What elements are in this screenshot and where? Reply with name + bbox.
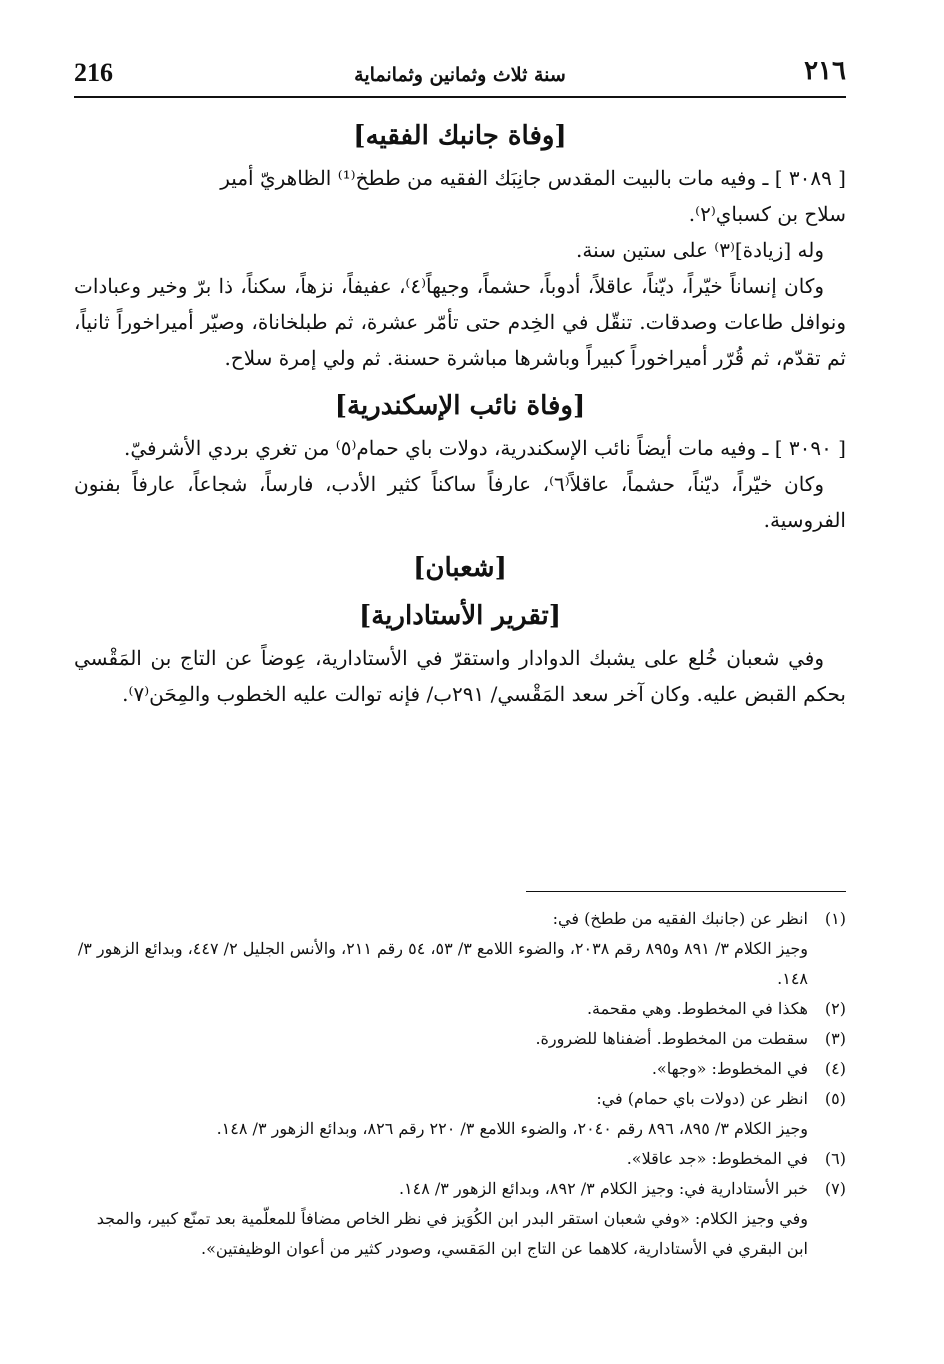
- footnote-text: وفي وجيز الكلام: «وفي شعبان استقر البدر ابن الكُوَيز في نظر الخاص مضافاً للمعلّمية بعد تمنّع كبير، والمجد ابن البقري في الأستادارية، كلاهما عن التاج ابن المَقسي، وصودر كثير من أعوان الوظيفتين».: [96, 1209, 808, 1258]
- footnote-text: خبر الأستادارية في: وجيز الكلام ٣/ ٨٩٢، وبدائع الزهور ٣/ ١٤٨.: [398, 1179, 808, 1198]
- page-header: [74, 52, 846, 98]
- section-heading-2: [وفاة نائب الإسكندرية]: [334, 391, 586, 421]
- paragraph-age: وله [زيادة]⁽٣⁾ على ستين سنة.: [576, 238, 824, 262]
- footnote-text: في المخطوط: «وجها».: [651, 1059, 808, 1078]
- footnote-number: (١): [824, 909, 846, 928]
- footnote-text: انظر عن (دولات باي حمام) في:: [596, 1089, 808, 1108]
- footnotes: [74, 904, 846, 1264]
- footnote-text: انظر عن (جانبك الفقيه من ططخ) في:: [552, 909, 808, 928]
- footnote-item: [74, 1024, 846, 1054]
- footnote-divider: [526, 891, 846, 892]
- footnote-item: [74, 1084, 846, 1144]
- footnote-number: (٥): [824, 1089, 846, 1108]
- footnote-text: سقطت من المخطوط. أضفناها للضرورة.: [535, 1029, 808, 1048]
- footnote-item: [74, 994, 846, 1024]
- section-heading-1: [وفاة جانبك الفقيه]: [353, 121, 567, 151]
- footnote-number: (٣): [824, 1029, 846, 1048]
- footnote-number: (٦): [824, 1149, 846, 1168]
- paragraph-3089-line1: [ ٣٠٨٩ ] ـ وفيه مات بالبيت المقدس جانِبَك الفقيه من ططخ⁽¹⁾ الظاهريّ أمير: [220, 166, 846, 190]
- footnote-item: [74, 1174, 846, 1264]
- footnote-number: (٤): [824, 1059, 846, 1078]
- main-text: [74, 112, 846, 712]
- running-title: سنة ثلاث وثمانين وثمانماية: [354, 64, 566, 86]
- section-heading-4: [تقرير الأستادارية]: [358, 601, 562, 631]
- paragraph-ustadariya: وفي شعبان خُلع على يشبك الدوادار واستقرّ في الأستادارية، عِوضاً عن التاج بن المَقْسي بحكم القبض عليه. وكان آخر سعد المَقْسي/ ٢٩١ب/ فإنه توالت عليه الخطوب والمِحَن⁽٧⁾.: [74, 646, 846, 706]
- footnote-text: وجيز الكلام ٣/ ٨٩٥، ٨٩٦ رقم ٢٠٤٠، والضوء اللامع ٣/ ٢٢٠ رقم ٨٢٦، وبدائع الزهور ٣/ ١٤٨.: [216, 1119, 808, 1138]
- footnote-text: في المخطوط: «جد عاقلا».: [626, 1149, 808, 1168]
- footnote-number: (٢): [824, 999, 846, 1018]
- paragraph-3090: [ ٣٠٩٠ ] ـ وفيه مات أيضاً نائب الإسكندرية، دولات باي حمام⁽٥⁾ من تغري بردي الأشرفيّ.: [124, 436, 846, 460]
- paragraph-3089-line2: سلاح بن كسباي⁽٢⁾.: [688, 202, 846, 226]
- footnote-item: [74, 1054, 846, 1084]
- paragraph-biography-1: وكان إنساناً خيّراً، ديّناً، عاقلاً، أدوباً، حشماً، وجيهاً⁽٤⁾، عفيفاً، نزهاً، سكناً، ذا برّ وخير وعبادات ونوافل طاعات وصدقات. تنقّل في الخِدم حتى تأمّر عشرة، ثم طبلخاناة، وصيّر أميراخوراً ثانياً، ثم تقدّم، ثم قُرّر أميراخوراً كبيراً وباشرها مباشرة حسنة. ثم ولي إمرة سلاح.: [74, 274, 846, 370]
- footnote-text: وجيز الكلام ٣/ ٨٩١ و٨٩٥ رقم ٢٠٣٨، والضوء اللامع ٣/ ٥٣، ٥٤ رقم ٢١١، والأنس الجليل ٢/ ٤٤٧، وبدائع الزهور ٣/ ١٤٨.: [77, 939, 808, 988]
- footnote-text: هكذا في المخطوط. وهي مقحمة.: [586, 999, 808, 1018]
- footnote-item: [74, 1144, 846, 1174]
- paragraph-biography-2: وكان خيّراً، ديّناً، حشماً، عاقلاً⁽٦⁾، عارفاً ساكناً كثير الأدب، فارساً، شجاعاً، عارفاً بفنون الفروسية.: [74, 472, 846, 532]
- page-number-arabic: ٢١٦: [804, 56, 846, 86]
- footnote-item: [74, 904, 846, 994]
- page-number-latin: 216: [74, 58, 113, 87]
- footnote-number: (٧): [824, 1179, 846, 1198]
- section-heading-3: [شعبان]: [413, 553, 507, 583]
